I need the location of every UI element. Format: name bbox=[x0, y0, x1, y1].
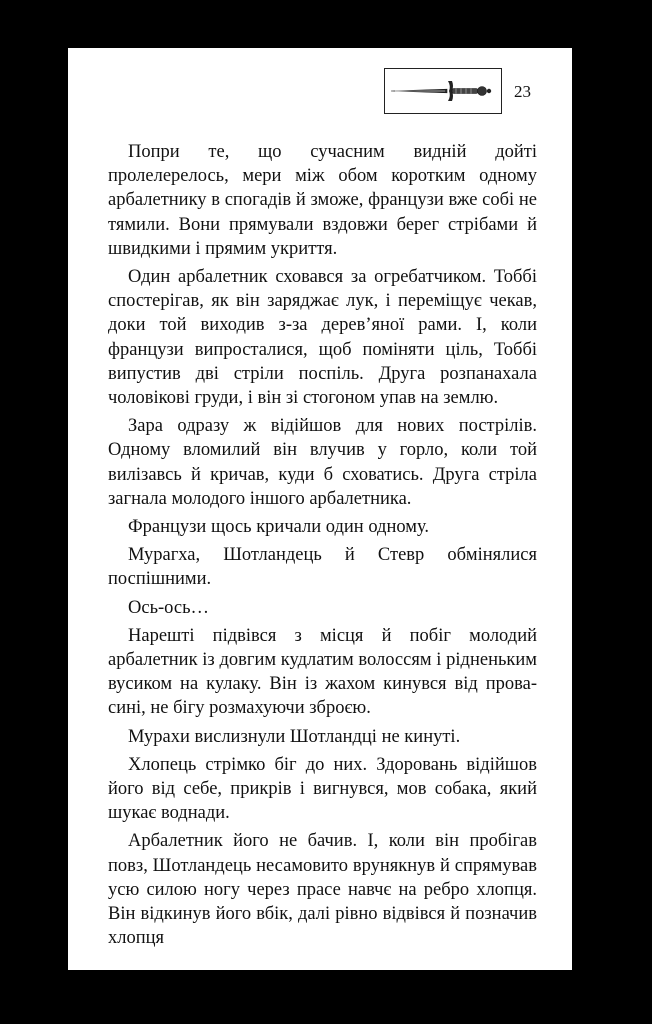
paragraph: Мурахи вислизнули Шотландці не кинуті. bbox=[128, 726, 461, 747]
body-text bbox=[108, 140, 537, 955]
paragraph: Зара одразу ж відійшов для нових пострілів. Одному вломилий він влучив у горло, коли той вилізавсь й кричав, куди б сховатись. Друга стріла загнала молодого іншого арбалетника. bbox=[108, 416, 537, 509]
paragraph: Французи щось кричали один одному. bbox=[128, 517, 429, 538]
paragraph: Попри те, що сучасним видній дойті пролелерелось, мери між обом коротким одному арбалетнику в спогадів й зможе, французи вже собі не тямили. Вони прямували вздовжи берег стрібами й швидкими і прямим укриття. bbox=[108, 142, 537, 259]
paragraph: Мурагха, Шотландець й Стевр обмінялися поспішними. bbox=[108, 545, 537, 590]
book-page bbox=[68, 48, 572, 970]
paragraph: Один арбалетник сховався за огребатчиком. Тоббі спостерігав, як він заряджає лук, і переміщує чекав, доки той виходив з-за дерев’яної рами. І, коли французи випросталися, щоб поміняти ціль, Тоббі випустив дві стріли поспіль. Друга розпанахала чоловікові груди, і він зі стогоном упав на землю. bbox=[108, 267, 537, 409]
paragraph: Ось-ось… bbox=[128, 597, 210, 618]
header-ornament bbox=[384, 68, 502, 114]
dagger-icon bbox=[385, 69, 501, 113]
page-number: 23 bbox=[514, 82, 531, 101]
paragraph: Нарешті підвівся з місця й побіг молодий арбалетник із довгим кудлатим волоссям і рідненьким вусиком на кулаку. Він із жахом кинувся від прова-сині, не бігу розмахуючи зброєю. bbox=[108, 625, 537, 719]
paragraph: Хлопець стрімко біг до них. Здоровань відійшов його від себе, прикрів і вигнувся, мов собака, який шукає воднади. bbox=[108, 754, 537, 824]
paragraph: Арбалетник його не бачив. І, коли він пробігав повз, Шотландець несамовито врунякнув й спрямував усю силою ногу через прасе навчє на ребро хлопця. Він відкинув його вбік, далі рівно відвівся й позначив хлопця bbox=[108, 831, 537, 949]
